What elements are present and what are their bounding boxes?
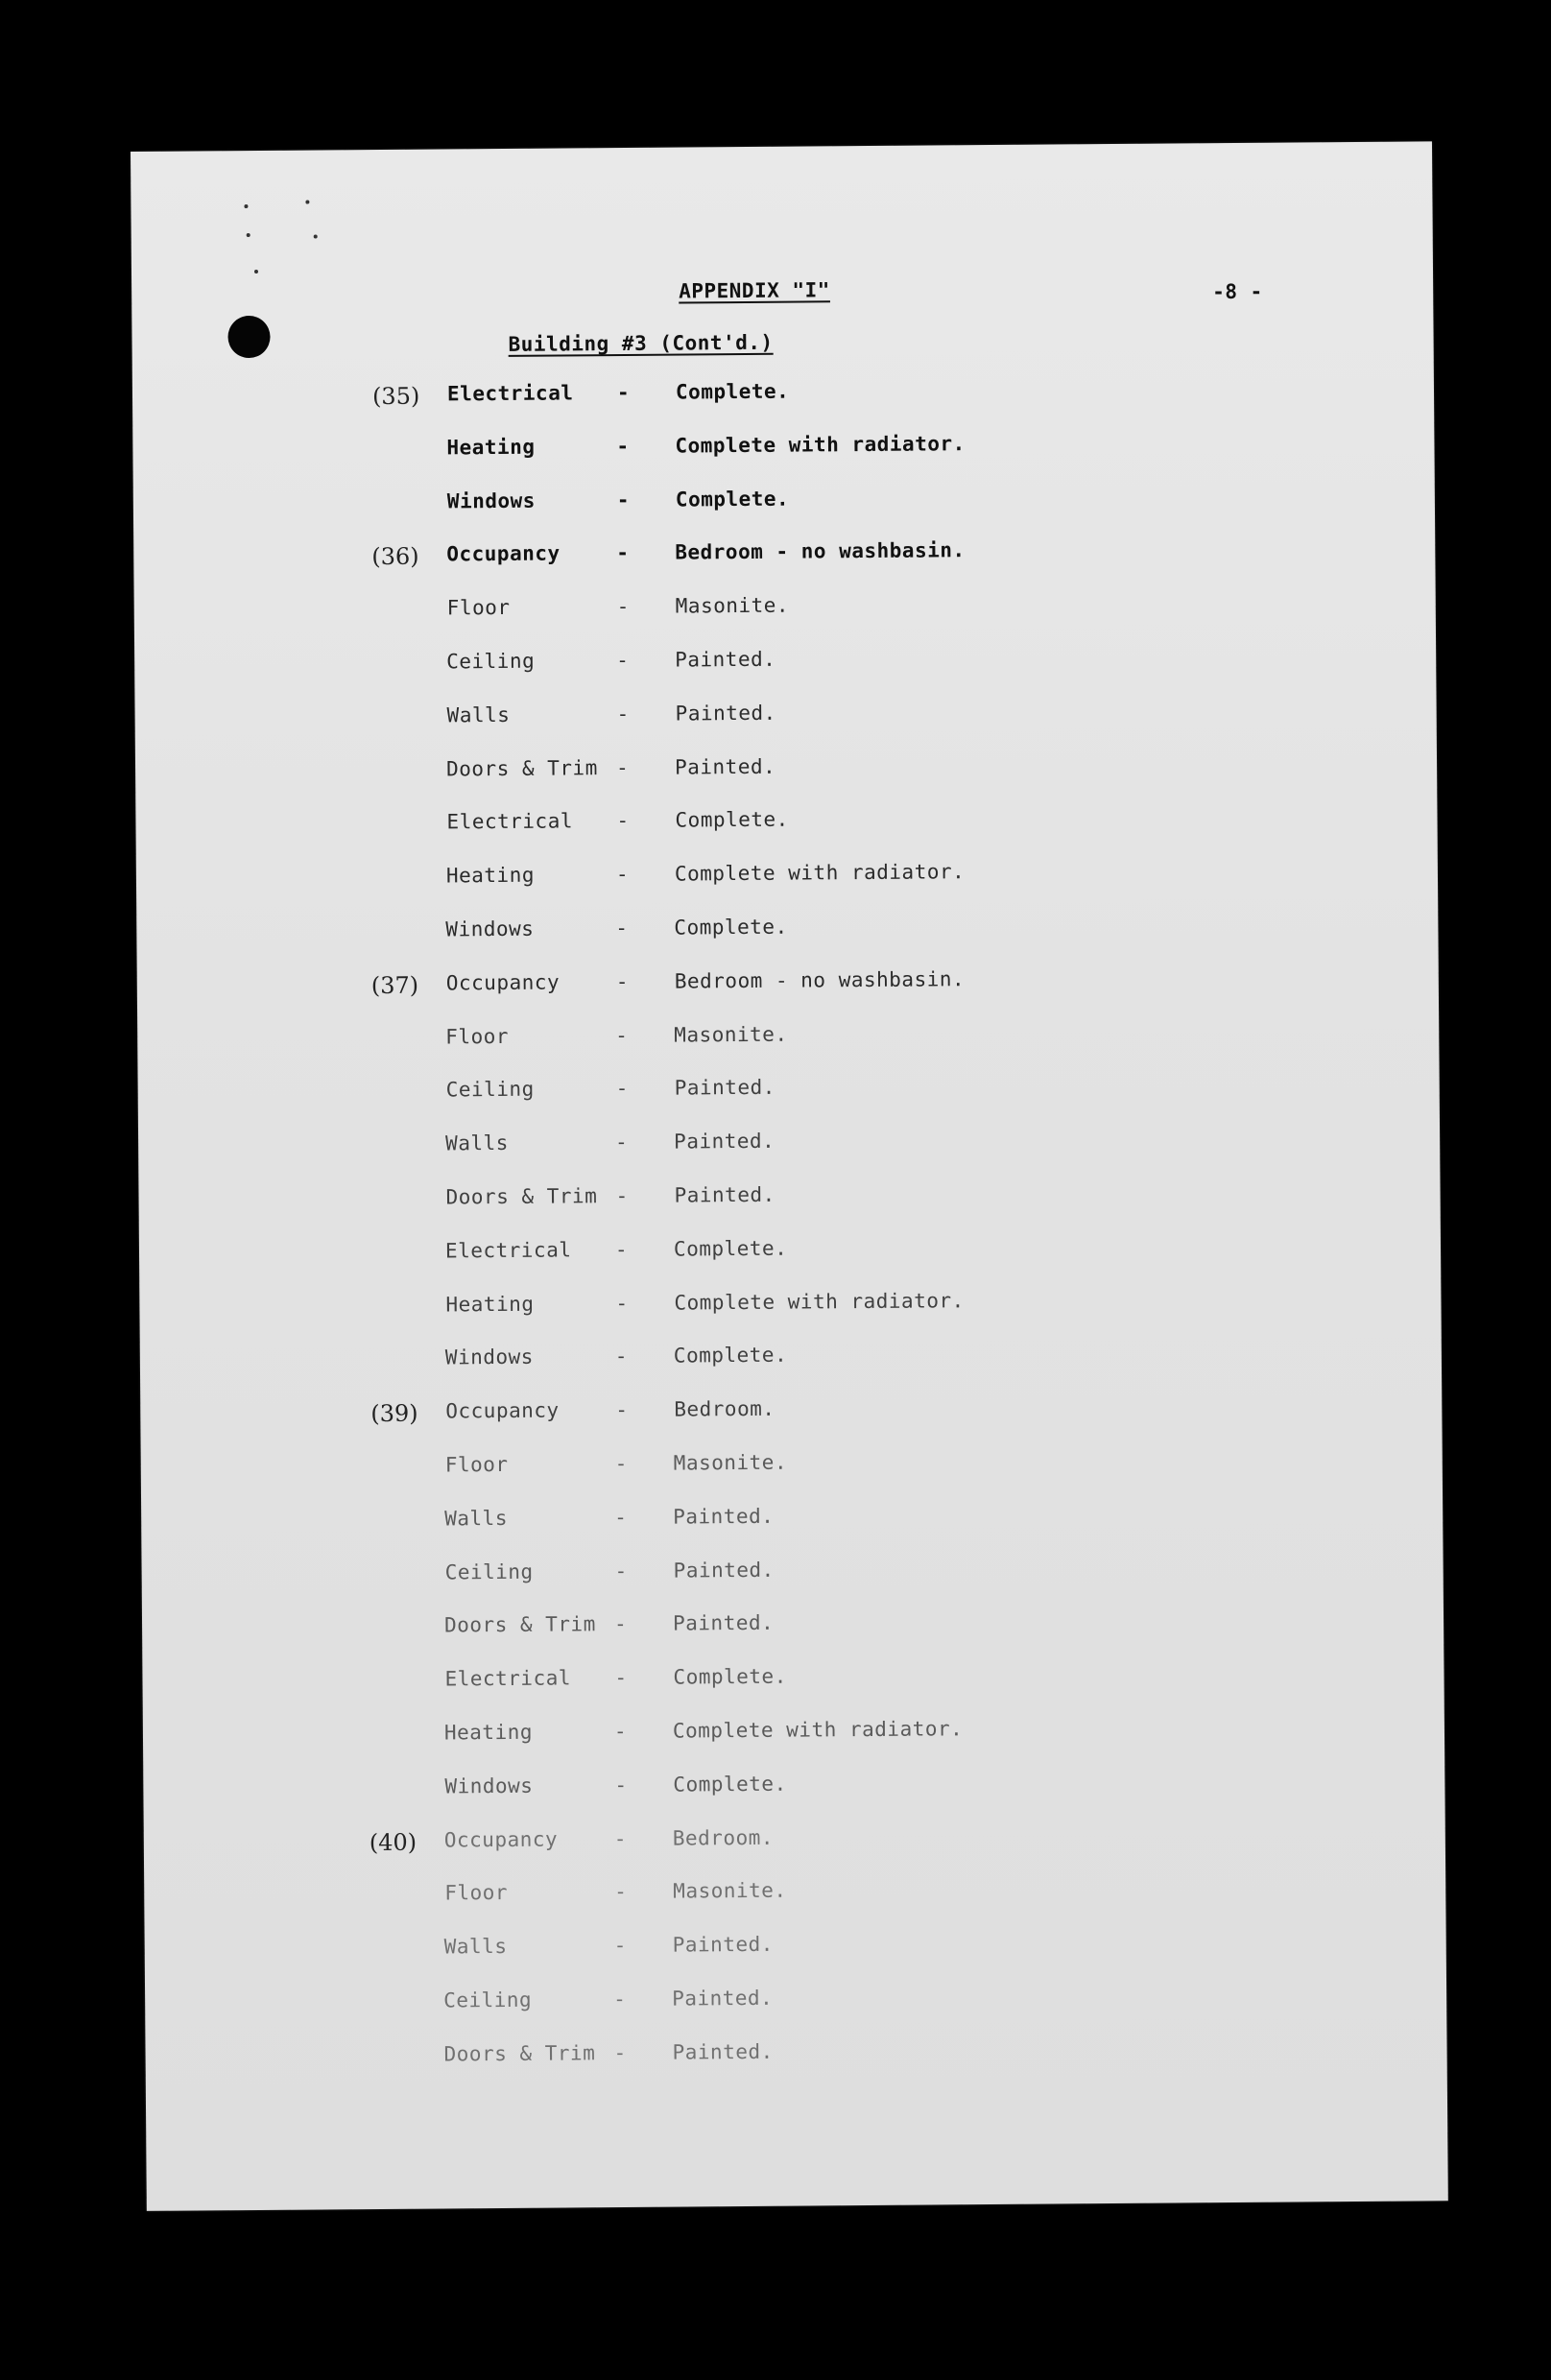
item-label: Walls: [446, 702, 511, 727]
item-label: Floor: [445, 1024, 510, 1049]
item-label: Walls: [445, 1130, 509, 1155]
item-label: Heating: [445, 1292, 535, 1317]
item-description: Complete with radiator.: [674, 1289, 965, 1315]
list-item: [131, 1285, 1432, 1334]
paper-speck: [247, 233, 251, 237]
paper-speck: [314, 234, 318, 238]
separator-dash: -: [613, 1719, 628, 1744]
item-description: Painted.: [675, 647, 776, 672]
room-number: (39): [370, 1399, 418, 1428]
item-description: Complete.: [675, 487, 790, 512]
list-item: [131, 802, 1433, 851]
list-item: [129, 1981, 1430, 2030]
list-item: [131, 1553, 1432, 1602]
separator-dash: -: [615, 862, 630, 887]
paper-speck: [305, 201, 309, 204]
separator-dash: -: [616, 594, 630, 619]
item-label: Windows: [444, 1773, 534, 1798]
item-description: Masonite.: [673, 1450, 788, 1475]
list-item: [131, 428, 1433, 477]
item-label: Doors & Trim: [443, 2041, 596, 2066]
list-item: [131, 1338, 1432, 1387]
list-item: [130, 1927, 1431, 1976]
document-title: APPENDIX "I": [679, 278, 830, 303]
item-label: Ceiling: [446, 649, 536, 674]
item-label: Doors & Trim: [443, 1612, 596, 1637]
item-description: Complete with radiator.: [675, 432, 966, 458]
room-number: (40): [369, 1828, 418, 1857]
item-label: Electrical: [444, 1666, 572, 1691]
separator-dash: -: [613, 1611, 628, 1636]
separator-dash: -: [614, 1879, 628, 1904]
punch-hole: [227, 316, 270, 358]
separator-dash: -: [613, 2041, 627, 2065]
item-label: Occupancy: [443, 1827, 559, 1852]
list-item: [131, 964, 1433, 1012]
item-description: Painted.: [672, 1932, 774, 1957]
separator-dash: -: [614, 1665, 628, 1690]
item-description: Painted.: [674, 1075, 776, 1100]
list-item: [130, 1713, 1431, 1762]
item-description: Complete.: [673, 1664, 787, 1689]
list-item: [131, 910, 1432, 959]
paper-speck: [244, 204, 248, 208]
item-description: Complete.: [673, 1343, 788, 1368]
separator-dash: -: [616, 540, 630, 565]
item-label: Occupancy: [445, 970, 561, 995]
room-number: (35): [371, 382, 420, 411]
room-number: (37): [370, 971, 419, 1000]
item-label: Electrical: [444, 1238, 572, 1263]
item-description: Masonite.: [674, 1022, 788, 1047]
item-description: Painted.: [672, 1610, 775, 1635]
separator-dash: -: [615, 1130, 629, 1154]
separator-dash: -: [615, 1397, 629, 1422]
item-label: Electrical: [446, 809, 574, 834]
page-number: -8 -: [1212, 279, 1263, 304]
item-description: Painted.: [675, 701, 776, 726]
room-number: (36): [371, 542, 419, 571]
item-description: Masonite.: [673, 1878, 787, 1903]
item-label: Doors & Trim: [445, 1184, 598, 1209]
separator-dash: -: [614, 1559, 628, 1583]
item-label: Doors & Trim: [445, 756, 598, 781]
item-label: Heating: [445, 863, 536, 888]
item-description: Bedroom - no washbasin.: [674, 967, 966, 993]
separator-dash: -: [614, 1505, 628, 1530]
section-heading: Building #3 (Cont'd.): [508, 330, 774, 356]
separator-dash: -: [616, 488, 631, 512]
item-description: Bedroom.: [674, 1396, 776, 1421]
item-label: Heating: [446, 435, 536, 460]
list-item: [131, 1392, 1432, 1440]
separator-dash: -: [614, 1237, 629, 1262]
item-label: Floor: [446, 595, 511, 620]
separator-dash: -: [615, 1183, 629, 1208]
list-item: [130, 1606, 1431, 1654]
item-label: Floor: [444, 1880, 509, 1905]
separator-dash: -: [615, 755, 630, 780]
list-item: [131, 642, 1433, 691]
separator-dash: -: [615, 969, 630, 994]
item-description: Complete.: [675, 807, 789, 832]
item-label: Floor: [444, 1452, 509, 1477]
item-description: Complete with radiator.: [674, 860, 966, 886]
item-description: Painted.: [674, 1182, 776, 1207]
item-description: Complete.: [673, 1236, 788, 1261]
list-item: [131, 1017, 1432, 1066]
list-item: [131, 750, 1433, 798]
list-item: [131, 535, 1433, 583]
list-item: [132, 482, 1434, 531]
item-description: Complete.: [675, 379, 790, 404]
separator-dash: -: [614, 1773, 628, 1797]
separator-dash: -: [616, 648, 630, 673]
item-description: Masonite.: [675, 593, 790, 618]
item-label: Walls: [444, 1506, 509, 1531]
separator-dash: -: [615, 1023, 629, 1048]
list-item: [131, 1124, 1432, 1173]
list-item: [130, 1821, 1431, 1869]
document-page: [131, 141, 1448, 2211]
separator-dash: -: [613, 1933, 627, 1958]
separator-dash: -: [615, 916, 629, 940]
separator-dash: -: [615, 1076, 629, 1101]
list-item: [130, 1659, 1431, 1708]
item-label: Occupancy: [446, 541, 561, 566]
item-description: Painted.: [674, 1129, 776, 1154]
item-label: Occupancy: [445, 1398, 560, 1423]
item-description: Painted.: [674, 754, 776, 779]
item-description: Bedroom.: [672, 1825, 775, 1850]
separator-dash: -: [614, 1451, 629, 1476]
list-item: [130, 1499, 1431, 1548]
list-item: [130, 1873, 1431, 1922]
separator-dash: -: [615, 1291, 629, 1316]
list-item: [129, 2035, 1430, 2083]
list-item: [131, 1231, 1432, 1280]
item-description: Complete.: [673, 1772, 787, 1797]
item-label: Windows: [446, 488, 536, 513]
list-item: [132, 374, 1434, 423]
separator-dash: -: [616, 380, 631, 405]
separator-dash: -: [616, 808, 630, 833]
list-item: [131, 1445, 1432, 1494]
separator-dash: -: [613, 1987, 627, 2011]
list-item: [132, 588, 1434, 637]
item-label: Ceiling: [443, 1987, 533, 2012]
list-item: [131, 1070, 1433, 1119]
list-item: [131, 856, 1433, 905]
item-label: Walls: [443, 1934, 508, 1959]
item-label: Electrical: [446, 381, 574, 406]
paper-speck: [254, 270, 258, 274]
item-label: Heating: [443, 1720, 534, 1745]
item-label: Ceiling: [444, 1559, 534, 1584]
item-description: Complete with radiator.: [672, 1717, 964, 1743]
item-description: Painted.: [673, 1504, 775, 1529]
item-description: Painted.: [672, 1986, 774, 2011]
item-label: Windows: [445, 916, 535, 941]
list-item: [131, 1178, 1432, 1226]
separator-dash: -: [616, 702, 630, 726]
item-label: Windows: [444, 1345, 534, 1369]
separator-dash: -: [616, 434, 630, 459]
list-item: [132, 696, 1434, 745]
item-label: Ceiling: [445, 1077, 535, 1102]
separator-dash: -: [613, 1826, 628, 1851]
item-description: Painted.: [672, 2039, 774, 2064]
list-item: [130, 1767, 1431, 1816]
separator-dash: -: [614, 1344, 629, 1368]
item-description: Complete.: [674, 915, 788, 940]
item-description: Painted.: [673, 1558, 775, 1583]
item-description: Bedroom - no washbasin.: [675, 538, 966, 564]
